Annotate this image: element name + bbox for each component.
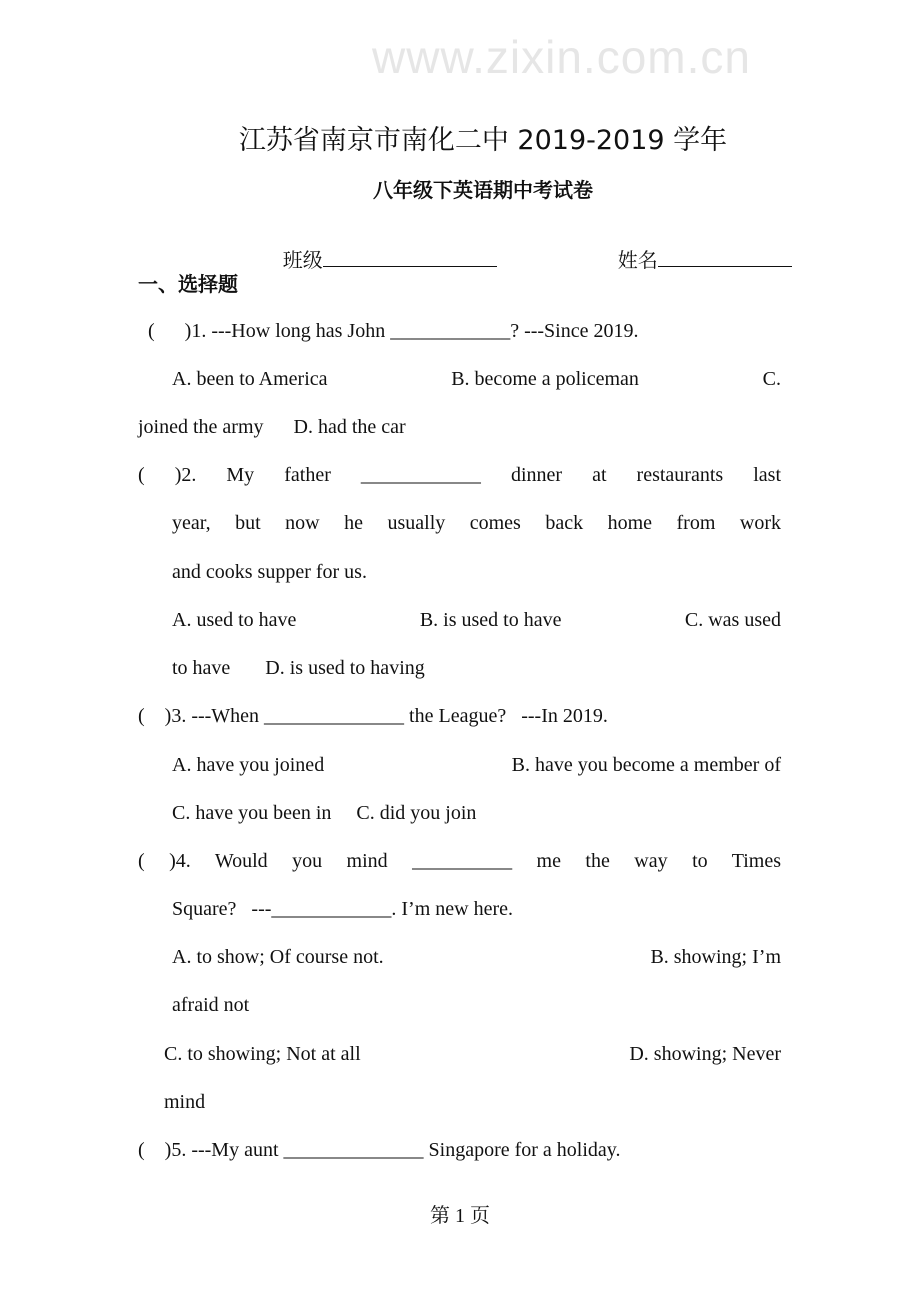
question-2: ( )2. My father ____________ dinner at restaurants last (138, 464, 781, 486)
option-b: B. showing; I’m (650, 946, 781, 968)
watermark: www.zixin.com.cn (372, 31, 751, 83)
option-d: D. showing; Never (629, 1043, 781, 1065)
question-1-options-cont: joined the army D. had the car (138, 416, 406, 438)
question-3: ( )3. ---When ______________ the League? ---In 2019. (138, 705, 608, 727)
option-a: A. to show; Of course not. (172, 946, 384, 968)
name-label: 姓名 (617, 248, 658, 272)
question-1: ( )1. ---How long has John ____________? ---Since 2019. (148, 320, 639, 342)
option-b: B. is used to have (419, 609, 562, 631)
question-2-line-2: year, but now he usually comes back home from work (172, 512, 781, 534)
question-5: ( )5. ---My aunt ______________ Singapore for a holiday. (138, 1139, 621, 1161)
question-2-options-cont: to have D. is used to having (172, 657, 425, 679)
option-a: A. have you joined (172, 754, 325, 776)
option-c: C. to showing; Not at all (164, 1043, 361, 1065)
question-3-options-cont: C. have you been in C. did you join (172, 802, 477, 824)
class-blank[interactable] (323, 248, 497, 267)
class-field (270, 224, 497, 272)
page-title: 江苏省南京市南化二中 2019-2019 学年 (238, 125, 728, 156)
question-1-options (172, 367, 781, 391)
question-4: ( )4. Would you mind __________ me the way to Times (138, 850, 781, 872)
option-b: B. have you become a member of (511, 754, 781, 776)
option-c: C. was used (684, 609, 781, 631)
section-title: 一、选择题 (138, 272, 238, 296)
option-a: A. been to America (172, 368, 328, 390)
question-4-options-ab (172, 945, 781, 969)
question-3-options (172, 753, 781, 777)
option-b: B. become a policeman (451, 368, 639, 390)
question-4-options-cd (164, 1042, 781, 1066)
question-2-line-3: and cooks supper for us. (172, 561, 367, 583)
page-subtitle: 八年级下英语期中考试卷 (373, 178, 593, 202)
name-field (605, 224, 792, 272)
option-c: C. (762, 368, 781, 390)
option-b-cont: afraid not (172, 994, 250, 1016)
question-2-options (172, 608, 781, 632)
class-label: 班级 (282, 248, 323, 272)
name-blank[interactable] (658, 248, 792, 267)
page-number: 第 1 页 (430, 1205, 490, 1227)
option-a: A. used to have (172, 609, 297, 631)
option-d-cont: mind (164, 1091, 206, 1113)
question-4-line-2: Square? ---____________. I’m new here. (172, 898, 514, 920)
